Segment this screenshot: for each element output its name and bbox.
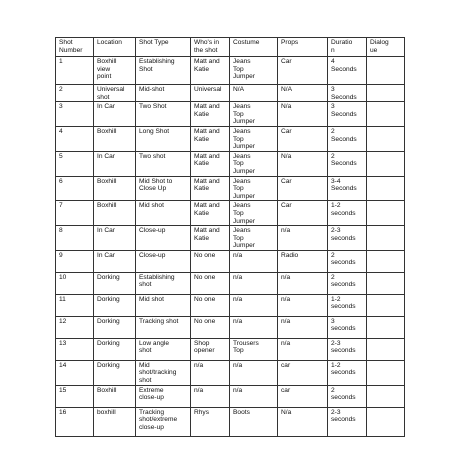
- cell-duration: 3-4 Seconds: [328, 176, 367, 201]
- cell-location: In Car: [94, 102, 136, 127]
- table-row: [56, 316, 405, 338]
- cell-props: car: [278, 360, 328, 385]
- table-body: [56, 57, 405, 437]
- cell-shot-type: Mid-shot: [136, 85, 191, 102]
- cell-costume: n/a: [230, 272, 278, 294]
- cell-shot-number: 15: [56, 385, 94, 407]
- cell-props: n/a: [278, 272, 328, 294]
- cell-location: In Car: [94, 226, 136, 251]
- cell-location: Dorking: [94, 316, 136, 338]
- header-costume: Costume: [230, 38, 278, 57]
- cell-shot-number: 9: [56, 250, 94, 272]
- cell-props: N/a: [278, 407, 328, 436]
- header-props: Props: [278, 38, 328, 57]
- cell-props: n/a: [278, 338, 328, 360]
- cell-location: Boxhill: [94, 126, 136, 151]
- cell-dialogue: [367, 250, 405, 272]
- shot-list-table: [55, 37, 405, 437]
- cell-costume: Jeans Top Jumper: [230, 151, 278, 176]
- cell-dialogue: [367, 151, 405, 176]
- cell-whos-in-shot: Shop opener: [191, 338, 230, 360]
- cell-whos-in-shot: No one: [191, 294, 230, 316]
- cell-whos-in-shot: No one: [191, 316, 230, 338]
- table-row: [56, 294, 405, 316]
- cell-shot-type: Mid shot: [136, 201, 191, 226]
- cell-shot-type: Two Shot: [136, 102, 191, 127]
- cell-duration: 2 Seconds: [328, 126, 367, 151]
- cell-shot-number: 11: [56, 294, 94, 316]
- cell-shot-number: 6: [56, 176, 94, 201]
- cell-shot-type: Close-up: [136, 250, 191, 272]
- cell-whos-in-shot: n/a: [191, 360, 230, 385]
- cell-shot-type: Close-up: [136, 226, 191, 251]
- cell-dialogue: [367, 360, 405, 385]
- cell-dialogue: [367, 385, 405, 407]
- cell-shot-number: 4: [56, 126, 94, 151]
- cell-dialogue: [367, 201, 405, 226]
- cell-dialogue: [367, 176, 405, 201]
- cell-shot-number: 14: [56, 360, 94, 385]
- cell-costume: n/a: [230, 360, 278, 385]
- cell-whos-in-shot: Rhys: [191, 407, 230, 436]
- cell-costume: n/a: [230, 316, 278, 338]
- cell-location: Boxhill: [94, 385, 136, 407]
- cell-duration: 1-2 seconds: [328, 201, 367, 226]
- cell-dialogue: [367, 338, 405, 360]
- cell-duration: 2 Seconds: [328, 151, 367, 176]
- header-shot-number: Shot Number: [56, 38, 94, 57]
- cell-whos-in-shot: No one: [191, 250, 230, 272]
- cell-costume: n/a: [230, 294, 278, 316]
- cell-costume: Trousers Top: [230, 338, 278, 360]
- table-row: [56, 85, 405, 102]
- cell-duration: 2-3 seconds: [328, 407, 367, 436]
- cell-props: N/a: [278, 151, 328, 176]
- cell-costume: n/a: [230, 250, 278, 272]
- cell-props: Car: [278, 126, 328, 151]
- cell-dialogue: [367, 407, 405, 436]
- cell-duration: 2 seconds: [328, 250, 367, 272]
- cell-duration: 4 Seconds: [328, 57, 367, 85]
- cell-costume: Jeans Top Jumper: [230, 201, 278, 226]
- cell-props: N/A: [278, 85, 328, 102]
- header-location: Location: [94, 38, 136, 57]
- cell-props: Radio: [278, 250, 328, 272]
- cell-dialogue: [367, 57, 405, 85]
- cell-shot-type: Mid shot: [136, 294, 191, 316]
- cell-location: In Car: [94, 151, 136, 176]
- cell-shot-type: Two shot: [136, 151, 191, 176]
- cell-shot-type: Long Shot: [136, 126, 191, 151]
- table-row: [56, 338, 405, 360]
- cell-shot-type: Tracking shot: [136, 316, 191, 338]
- table-row: [56, 407, 405, 436]
- cell-props: car: [278, 385, 328, 407]
- header-whos-in-shot: Who's in the shot: [191, 38, 230, 57]
- cell-shot-number: 3: [56, 102, 94, 127]
- cell-duration: 3 Seconds: [328, 102, 367, 127]
- cell-dialogue: [367, 85, 405, 102]
- cell-whos-in-shot: Universal: [191, 85, 230, 102]
- cell-location: Boxhill: [94, 201, 136, 226]
- cell-props: n/a: [278, 294, 328, 316]
- cell-costume: Jeans Top Jumper: [230, 226, 278, 251]
- cell-location: Dorking: [94, 272, 136, 294]
- cell-location: boxhill: [94, 407, 136, 436]
- cell-dialogue: [367, 316, 405, 338]
- cell-shot-number: 13: [56, 338, 94, 360]
- cell-location: Boxhill: [94, 176, 136, 201]
- cell-duration: 2 seconds: [328, 385, 367, 407]
- cell-whos-in-shot: No one: [191, 272, 230, 294]
- cell-costume: Jeans Top Jumper: [230, 102, 278, 127]
- cell-duration: 3 seconds: [328, 316, 367, 338]
- cell-whos-in-shot: Matt and Katie: [191, 226, 230, 251]
- cell-props: n/a: [278, 316, 328, 338]
- cell-props: N/a: [278, 102, 328, 127]
- cell-location: In Car: [94, 250, 136, 272]
- cell-props: n/a: [278, 226, 328, 251]
- table-row: [56, 151, 405, 176]
- table-row: [56, 57, 405, 85]
- table-row: [56, 360, 405, 385]
- cell-duration: 2 seconds: [328, 272, 367, 294]
- cell-shot-type: Extreme close-up: [136, 385, 191, 407]
- cell-whos-in-shot: Matt and Katie: [191, 57, 230, 85]
- cell-shot-type: Establishing Shot: [136, 57, 191, 85]
- cell-props: Car: [278, 176, 328, 201]
- cell-shot-number: 2: [56, 85, 94, 102]
- cell-shot-type: Tracking shot/extreme close-up: [136, 407, 191, 436]
- header-dialogue: Dialog ue: [367, 38, 405, 57]
- cell-shot-type: Low angle shot: [136, 338, 191, 360]
- cell-costume: Jeans Top Jumper: [230, 126, 278, 151]
- table-row: [56, 102, 405, 127]
- header-shot-type: Shot Type: [136, 38, 191, 57]
- cell-shot-number: 10: [56, 272, 94, 294]
- cell-costume: Boots: [230, 407, 278, 436]
- cell-whos-in-shot: Matt and Katie: [191, 126, 230, 151]
- cell-shot-number: 1: [56, 57, 94, 85]
- cell-shot-type: Mid Shot to Close Up: [136, 176, 191, 201]
- table-row: [56, 385, 405, 407]
- cell-shot-type: Mid shot/tracking shot: [136, 360, 191, 385]
- table-row: [56, 201, 405, 226]
- table-row: [56, 126, 405, 151]
- cell-dialogue: [367, 226, 405, 251]
- cell-dialogue: [367, 102, 405, 127]
- cell-whos-in-shot: Matt and Katie: [191, 151, 230, 176]
- cell-shot-number: 16: [56, 407, 94, 436]
- cell-props: Car: [278, 201, 328, 226]
- cell-location: Boxhill view point: [94, 57, 136, 85]
- table-row: [56, 250, 405, 272]
- cell-shot-number: 12: [56, 316, 94, 338]
- table-row: [56, 226, 405, 251]
- cell-whos-in-shot: n/a: [191, 385, 230, 407]
- cell-location: Universal shot: [94, 85, 136, 102]
- cell-duration: 2-3 seconds: [328, 338, 367, 360]
- cell-props: Car: [278, 57, 328, 85]
- cell-dialogue: [367, 126, 405, 151]
- cell-duration: 3 Seconds: [328, 85, 367, 102]
- cell-duration: 2-3 seconds: [328, 226, 367, 251]
- cell-costume: Jeans Top Jumper: [230, 176, 278, 201]
- cell-location: Dorking: [94, 338, 136, 360]
- cell-duration: 1-2 seconds: [328, 294, 367, 316]
- table-row: [56, 272, 405, 294]
- table-header-row: [56, 38, 405, 57]
- cell-whos-in-shot: Matt and Katie: [191, 201, 230, 226]
- cell-costume: Jeans Top Jumper: [230, 57, 278, 85]
- cell-duration: 1-2 seconds: [328, 360, 367, 385]
- cell-whos-in-shot: Matt and Katie: [191, 176, 230, 201]
- cell-dialogue: [367, 294, 405, 316]
- table-row: [56, 176, 405, 201]
- cell-dialogue: [367, 272, 405, 294]
- cell-shot-number: 5: [56, 151, 94, 176]
- header-duration: Duratio n: [328, 38, 367, 57]
- cell-whos-in-shot: Matt and Katie: [191, 102, 230, 127]
- cell-location: Dorking: [94, 360, 136, 385]
- cell-costume: N/A: [230, 85, 278, 102]
- cell-shot-number: 8: [56, 226, 94, 251]
- cell-location: Dorking: [94, 294, 136, 316]
- cell-costume: n/a: [230, 385, 278, 407]
- cell-shot-number: 7: [56, 201, 94, 226]
- cell-shot-type: Establishing shot: [136, 272, 191, 294]
